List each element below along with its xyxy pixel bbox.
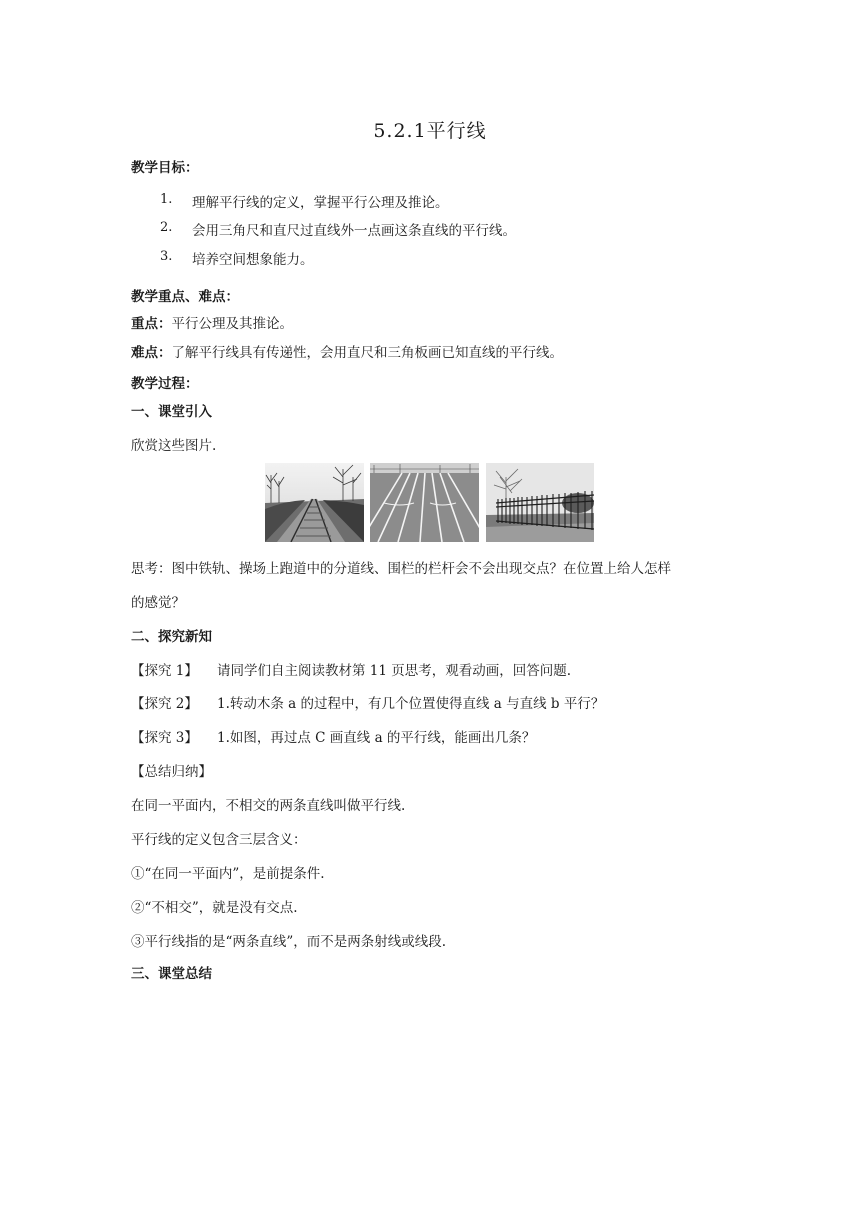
objective-number: 3. (160, 249, 173, 264)
think-line-2: 的感觉？ (131, 595, 185, 611)
explore-3-text: 1.如图，再过点 C 画直线 a 的平行线，能画出几条？ (217, 730, 536, 746)
explore-2-tag: 【探究 2】 (131, 696, 198, 712)
point-1: ①“在同一平面内”，是前提条件. (131, 866, 325, 882)
point-3: ③平行线指的是“两条直线”，而不是两条射线或线段. (131, 934, 447, 950)
think-line-1: 思考：图中铁轨、操场上跑道中的分道线、围栏的栏杆会不会出现交点？在位置上给人怎样 (131, 561, 671, 577)
point-2: ②“不相交”，就是没有交点. (131, 900, 298, 916)
objective-item: 会用三角尺和直尺过直线外一点画这条直线的平行线。 (192, 223, 516, 239)
explore-3-tag: 【探究 3】 (131, 730, 198, 746)
focus-label: 重点： (131, 316, 172, 332)
objective-item: 培养空间想象能力。 (192, 252, 314, 268)
page-title: 5.2.1平行线 (373, 120, 487, 142)
running-track-photo (370, 463, 479, 542)
explore-1-text: 请同学们自主阅读教材第 11 页思考，观看动画，回答问题. (217, 663, 572, 679)
definition-text: 在同一平面内，不相交的两条直线叫做平行线. (131, 798, 406, 814)
difficulty-line (131, 341, 563, 361)
process-heading: 教学过程： (131, 376, 199, 392)
fence-photo (486, 463, 594, 542)
objective-number: 1. (160, 192, 173, 207)
section1-heading: 一、课堂引入 (131, 404, 212, 420)
contains-text: 平行线的定义包含三层含义： (131, 832, 307, 848)
focus-text: 平行公理及其推论。 (171, 316, 293, 332)
explore-2-text: 1.转动木条 a 的过程中，有几个位置使得直线 a 与直线 b 平行？ (217, 696, 605, 712)
objective-item: 理解平行线的定义，掌握平行公理及推论。 (192, 195, 449, 211)
summary-tag: 【总结归纳】 (131, 764, 212, 780)
difficulty-text: 了解平行线具有传递性，会用直尺和三角板画已知直线的平行线。 (171, 345, 563, 361)
explore-1-tag: 【探究 1】 (131, 663, 198, 679)
objective-number: 2. (160, 220, 173, 235)
section1-intro: 欣赏这些图片. (131, 438, 217, 454)
railway-photo (265, 463, 364, 542)
section2-heading: 二、探究新知 (131, 629, 212, 645)
focus-line (131, 312, 293, 332)
objectives-heading: 教学目标： (131, 160, 199, 176)
key-points-heading: 教学重点、难点： (131, 289, 239, 305)
section3-heading: 三、课堂总结 (131, 966, 212, 982)
difficulty-label: 难点： (131, 345, 172, 361)
